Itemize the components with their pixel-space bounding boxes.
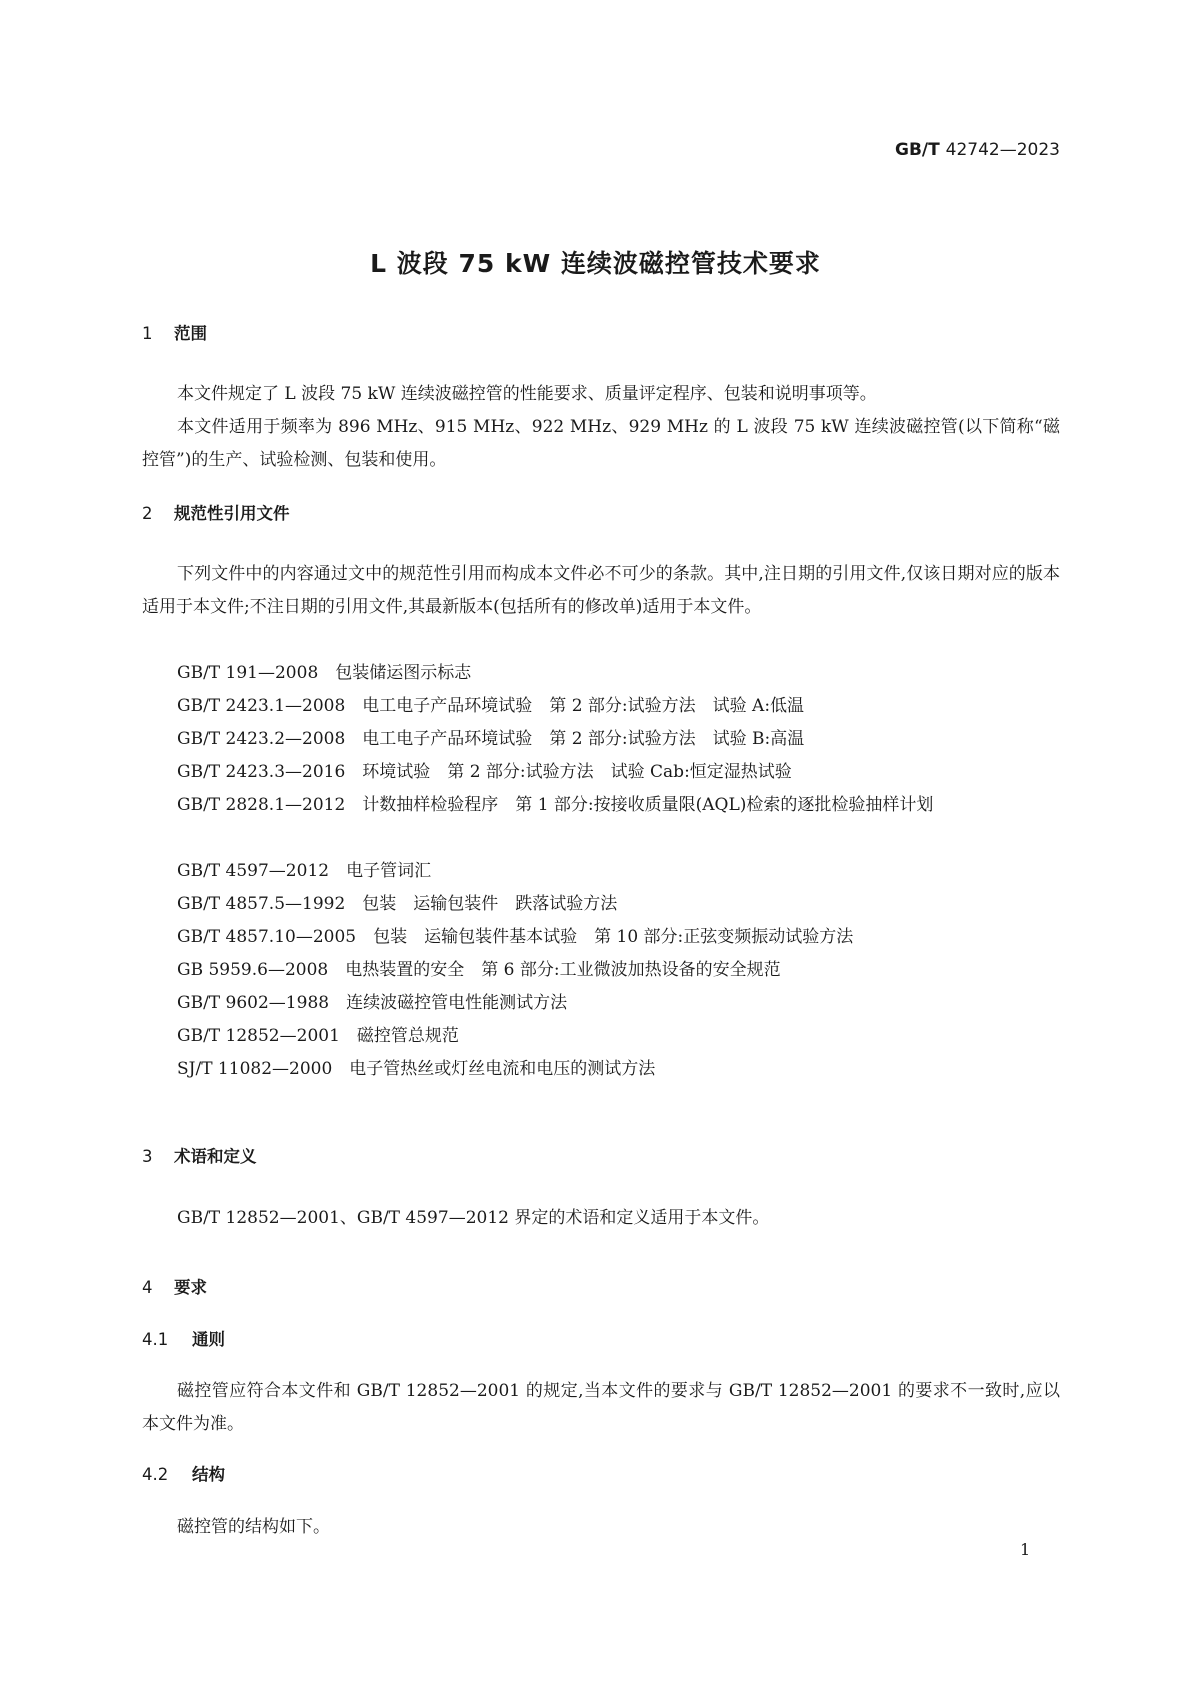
section-number: 4.2 — [142, 1465, 169, 1484]
scope-paragraph-1: 本文件规定了 L 波段 75 kW 连续波磁控管的性能要求、质量评定程序、包装和说明事项等。 — [177, 384, 877, 404]
section-2-heading — [142, 500, 290, 524]
section-4-heading — [142, 1274, 207, 1298]
general-paragraph: 磁控管应符合本文件和 GB/T 12852—2001 的规定,当本文件的要求与 GB/T 12852—2001 的要求不一致时,应以本文件为准。 — [142, 1381, 1060, 1434]
page-number: 1 — [1020, 1540, 1031, 1559]
section-number: 4 — [142, 1278, 153, 1297]
section-1-heading — [142, 320, 207, 344]
section-title: 结构 — [192, 1465, 225, 1484]
reference-item: GB 5959.6—2008 电热装置的安全 第 6 部分:工业微波加热设备的安全规范 — [177, 960, 781, 980]
reference-item: GB/T 9602—1988 连续波磁控管电性能测试方法 — [177, 993, 568, 1013]
standard-code — [880, 140, 1060, 160]
structure-paragraph: 磁控管的结构如下。 — [177, 1517, 330, 1537]
reference-item: SJ/T 11082—2000 电子管热丝或灯丝电流和电压的测试方法 — [177, 1059, 656, 1079]
section-3-heading — [142, 1143, 257, 1167]
standard-prefix: GB/T — [895, 140, 940, 160]
reference-item: GB/T 191—2008 包装储运图示标志 — [177, 663, 472, 683]
reference-item: GB/T 2423.3—2016 环境试验 第 2 部分:试验方法 试验 Cab:恒定湿热试验 — [177, 762, 792, 782]
standard-number: 42742—2023 — [945, 140, 1060, 160]
section-title: 规范性引用文件 — [174, 504, 290, 523]
section-title: 术语和定义 — [174, 1147, 257, 1166]
references-intro: 下列文件中的内容通过文中的规范性引用而构成本文件必不可少的条款。其中,注日期的引用文件,仅该日期对应的版本适用于本文件;不注日期的引用文件,其最新版本(包括所有的修改单)适用于本文件。 — [142, 564, 1060, 617]
section-number: 1 — [142, 324, 153, 343]
reference-item: GB/T 4597—2012 电子管词汇 — [177, 861, 432, 881]
section-4-2-heading — [142, 1461, 225, 1485]
reference-item: GB/T 4857.5—1992 包装 运输包装件 跌落试验方法 — [177, 894, 618, 914]
section-number: 2 — [142, 504, 153, 523]
reference-item: GB/T 4857.10—2005 包装 运输包装件基本试验 第 10 部分:正弦变频振动试验方法 — [177, 927, 854, 947]
section-title: 范围 — [174, 324, 207, 343]
section-title: 要求 — [174, 1278, 207, 1297]
section-number: 4.1 — [142, 1330, 169, 1349]
document-title: L 波段 75 kW 连续波磁控管技术要求 — [370, 249, 821, 278]
reference-item: GB/T 2828.1—2012 计数抽样检验程序 第 1 部分:按接收质量限(AQL)检索的逐批检验抽样计划 — [177, 795, 934, 815]
terms-paragraph: GB/T 12852—2001、GB/T 4597—2012 界定的术语和定义适用于本文件。 — [177, 1208, 770, 1228]
reference-item: GB/T 2423.2—2008 电工电子产品环境试验 第 2 部分:试验方法 试验 B:高温 — [177, 729, 805, 749]
reference-item: GB/T 12852—2001 磁控管总规范 — [177, 1026, 459, 1046]
section-title: 通则 — [192, 1330, 225, 1349]
section-number: 3 — [142, 1147, 153, 1166]
section-4-1-heading — [142, 1326, 225, 1350]
reference-item: GB/T 2423.1—2008 电工电子产品环境试验 第 2 部分:试验方法 试验 A:低温 — [177, 696, 805, 716]
scope-paragraph-2: 本文件适用于频率为 896 MHz、915 MHz、922 MHz、929 MHz 的 L 波段 75 kW 连续波磁控管(以下简称“磁控管”)的生产、试验检测、包装和使用。 — [142, 417, 1060, 470]
